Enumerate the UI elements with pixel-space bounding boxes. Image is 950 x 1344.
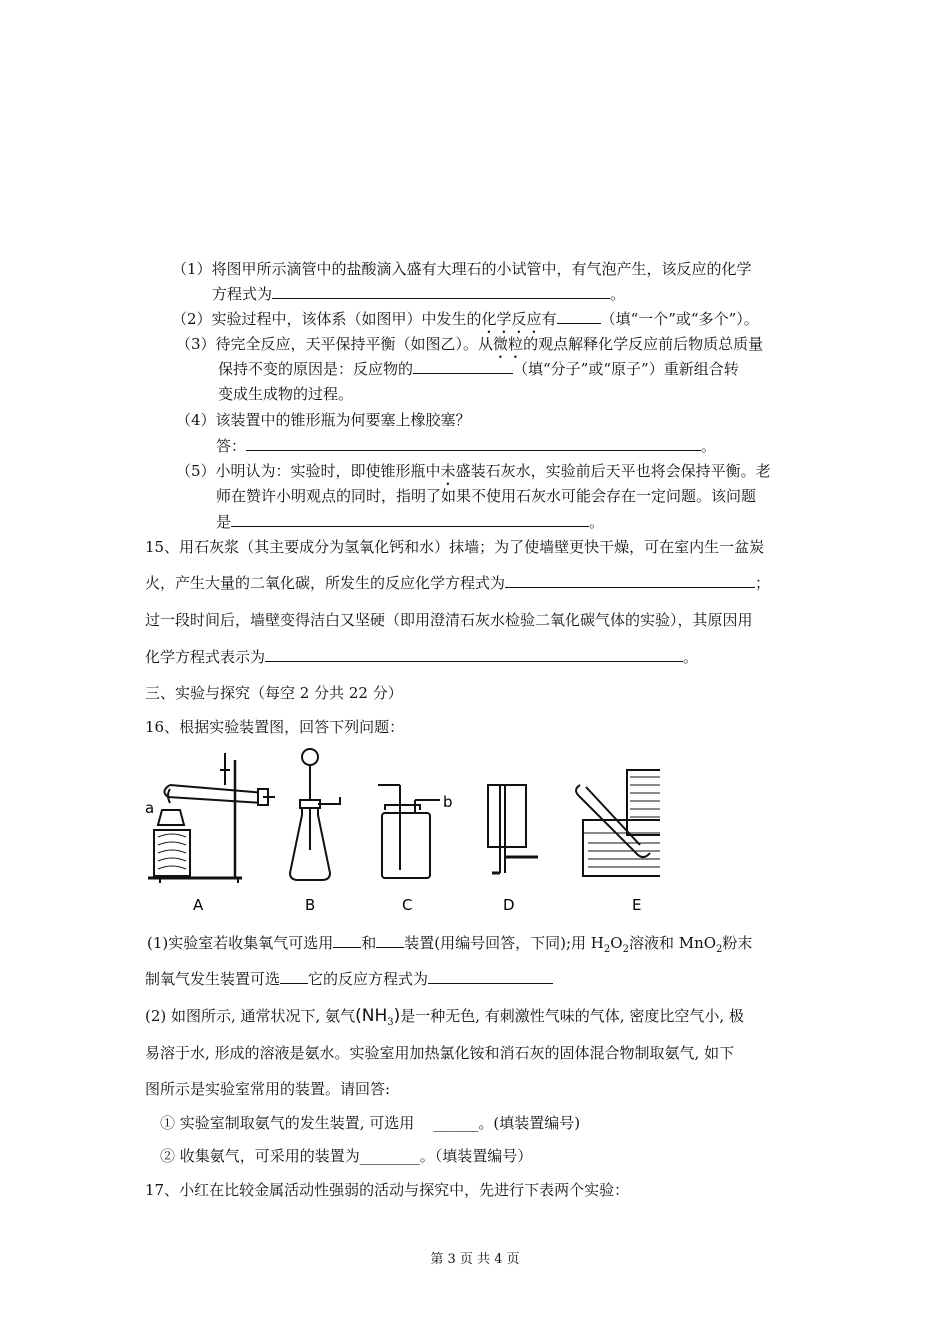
q16-part2-line2: 易溶于水, 形成的溶液是氨水。实验室用加热氯化铵和消石灰的固体混合物制取氨气, 如下 [145,1044,735,1062]
q16-part2-line1: (2) 如图所示, 通常状况下, 氨气$(NH_3)$是一种无色, 有刺激性气味的气体, 密度比空气小, 极 [145,1006,744,1028]
q16-part2-sub1: ① 实验室制取氨气的发生装置, 可选用 ______。(填装置编号) [160,1114,581,1132]
answer-blank[interactable]: ______ [433,1114,479,1132]
answer-blank[interactable] [428,969,553,984]
q14-part5-line2: 师在赞许小明观点的同时，指明了如果不使用石灰水可能会存在一定问题。该问题 [216,487,757,505]
answer-blank[interactable] [246,436,701,451]
answer-blank[interactable] [280,969,308,984]
apparatus-c [378,785,440,878]
figure-label-d: D [503,896,515,914]
q15-line2: 火，产生大量的二氧化碳，所发生的反应化学方程式为 ； [145,574,771,592]
answer-blank[interactable] [265,647,683,662]
answer-blank[interactable] [557,309,601,324]
figure-label-a: A [193,896,204,914]
figure-label-e: E [632,896,642,914]
apparatus-d [488,785,538,873]
q14-part5-line3: 是 。 [216,513,605,531]
q17-line1: 17、小红在比较金属活动性强弱的活动与探究中，先进行下表两个实验： [145,1181,630,1199]
q16-part2-line3: 图所示是实验室常用的装置。请回答: [145,1080,391,1098]
apparatus-e [576,770,660,876]
q14-part4-line1: （4）该装置中的锥形瓶为何要塞上橡胶塞？ [176,411,471,429]
section-heading: 三、实验与探究（每空 2 分共 22 分） [145,684,403,702]
q15-line4: 化学方程式表示为 。 [145,648,699,666]
answer-blank[interactable] [413,359,513,374]
q14-part5-line1: （5）小明认为：实验时，即使锥形瓶中未盛装石灰水，实验前后天平也将会保持平衡。老 [176,462,771,480]
q14-part3-line1: （3）待完全反应，天平保持平衡（如图乙）。从微粒的观点解释化学反应前后物质总质量 [176,335,764,353]
q14-part1-line1: （1）将图甲所示滴管中的盐酸滴入盛有大理石的小试管中，有气泡产生，该反应的化学 [172,260,752,278]
q14-part3-line3: 变成生成物的过程。 [218,385,354,403]
q15-line1: 15、用石灰浆（其主要成分为氢氧化钙和水）抹墙；为了使墙壁更快干燥，可在室内生一盆炭 [145,538,765,556]
answer-blank[interactable] [333,933,361,948]
q14-part3-line2: 保持不变的原因是：反应物的 （填“分子”或“原子”）重新组合转 [218,360,739,378]
q15-line3: 过一段时间后，墙壁变得洁白又坚硬（即用澄清石灰水检验二氧化碳气体的实验），其原因用 [145,611,753,629]
q16-part1-line1: (1)实验室若收集氧气可选用 和 装置(用编号回答，下同);用 $H_2O_2$溶液和 MnO$_2$粉末 [147,934,753,955]
apparatus-a [148,753,275,883]
apparatus-b [290,749,340,880]
q14-part4-line2: 答： 。 [216,437,717,455]
answer-blank[interactable]: ________ [359,1147,420,1165]
q14-part2: （2）实验过程中，该体系（如图甲）中发生的化学反应有 （填“一个”或“多个”）。 [172,310,759,328]
answer-blank[interactable] [505,573,755,588]
answer-blank[interactable] [272,284,610,299]
q14-part1-line2: 方程式为 。 [212,285,626,303]
q16-part1-line2: 制氧气发生装置可选 它的反应方程式为 [145,969,553,989]
figure-label-c: C [402,896,413,914]
label-a-small: a [145,799,155,817]
q16-title: 16、根据实验装置图，回答下列问题： [145,718,405,736]
label-b-small: b [443,793,453,811]
figure-label-b: B [305,896,316,914]
answer-blank[interactable] [231,512,589,527]
q16-part2-sub2: ② 收集氨气，可采用的装置为________。（填装置编号） [160,1147,533,1165]
page-footer: 第 3 页 共 4 页 [430,1252,520,1267]
apparatus-figure [140,745,660,920]
answer-blank[interactable] [376,933,404,948]
